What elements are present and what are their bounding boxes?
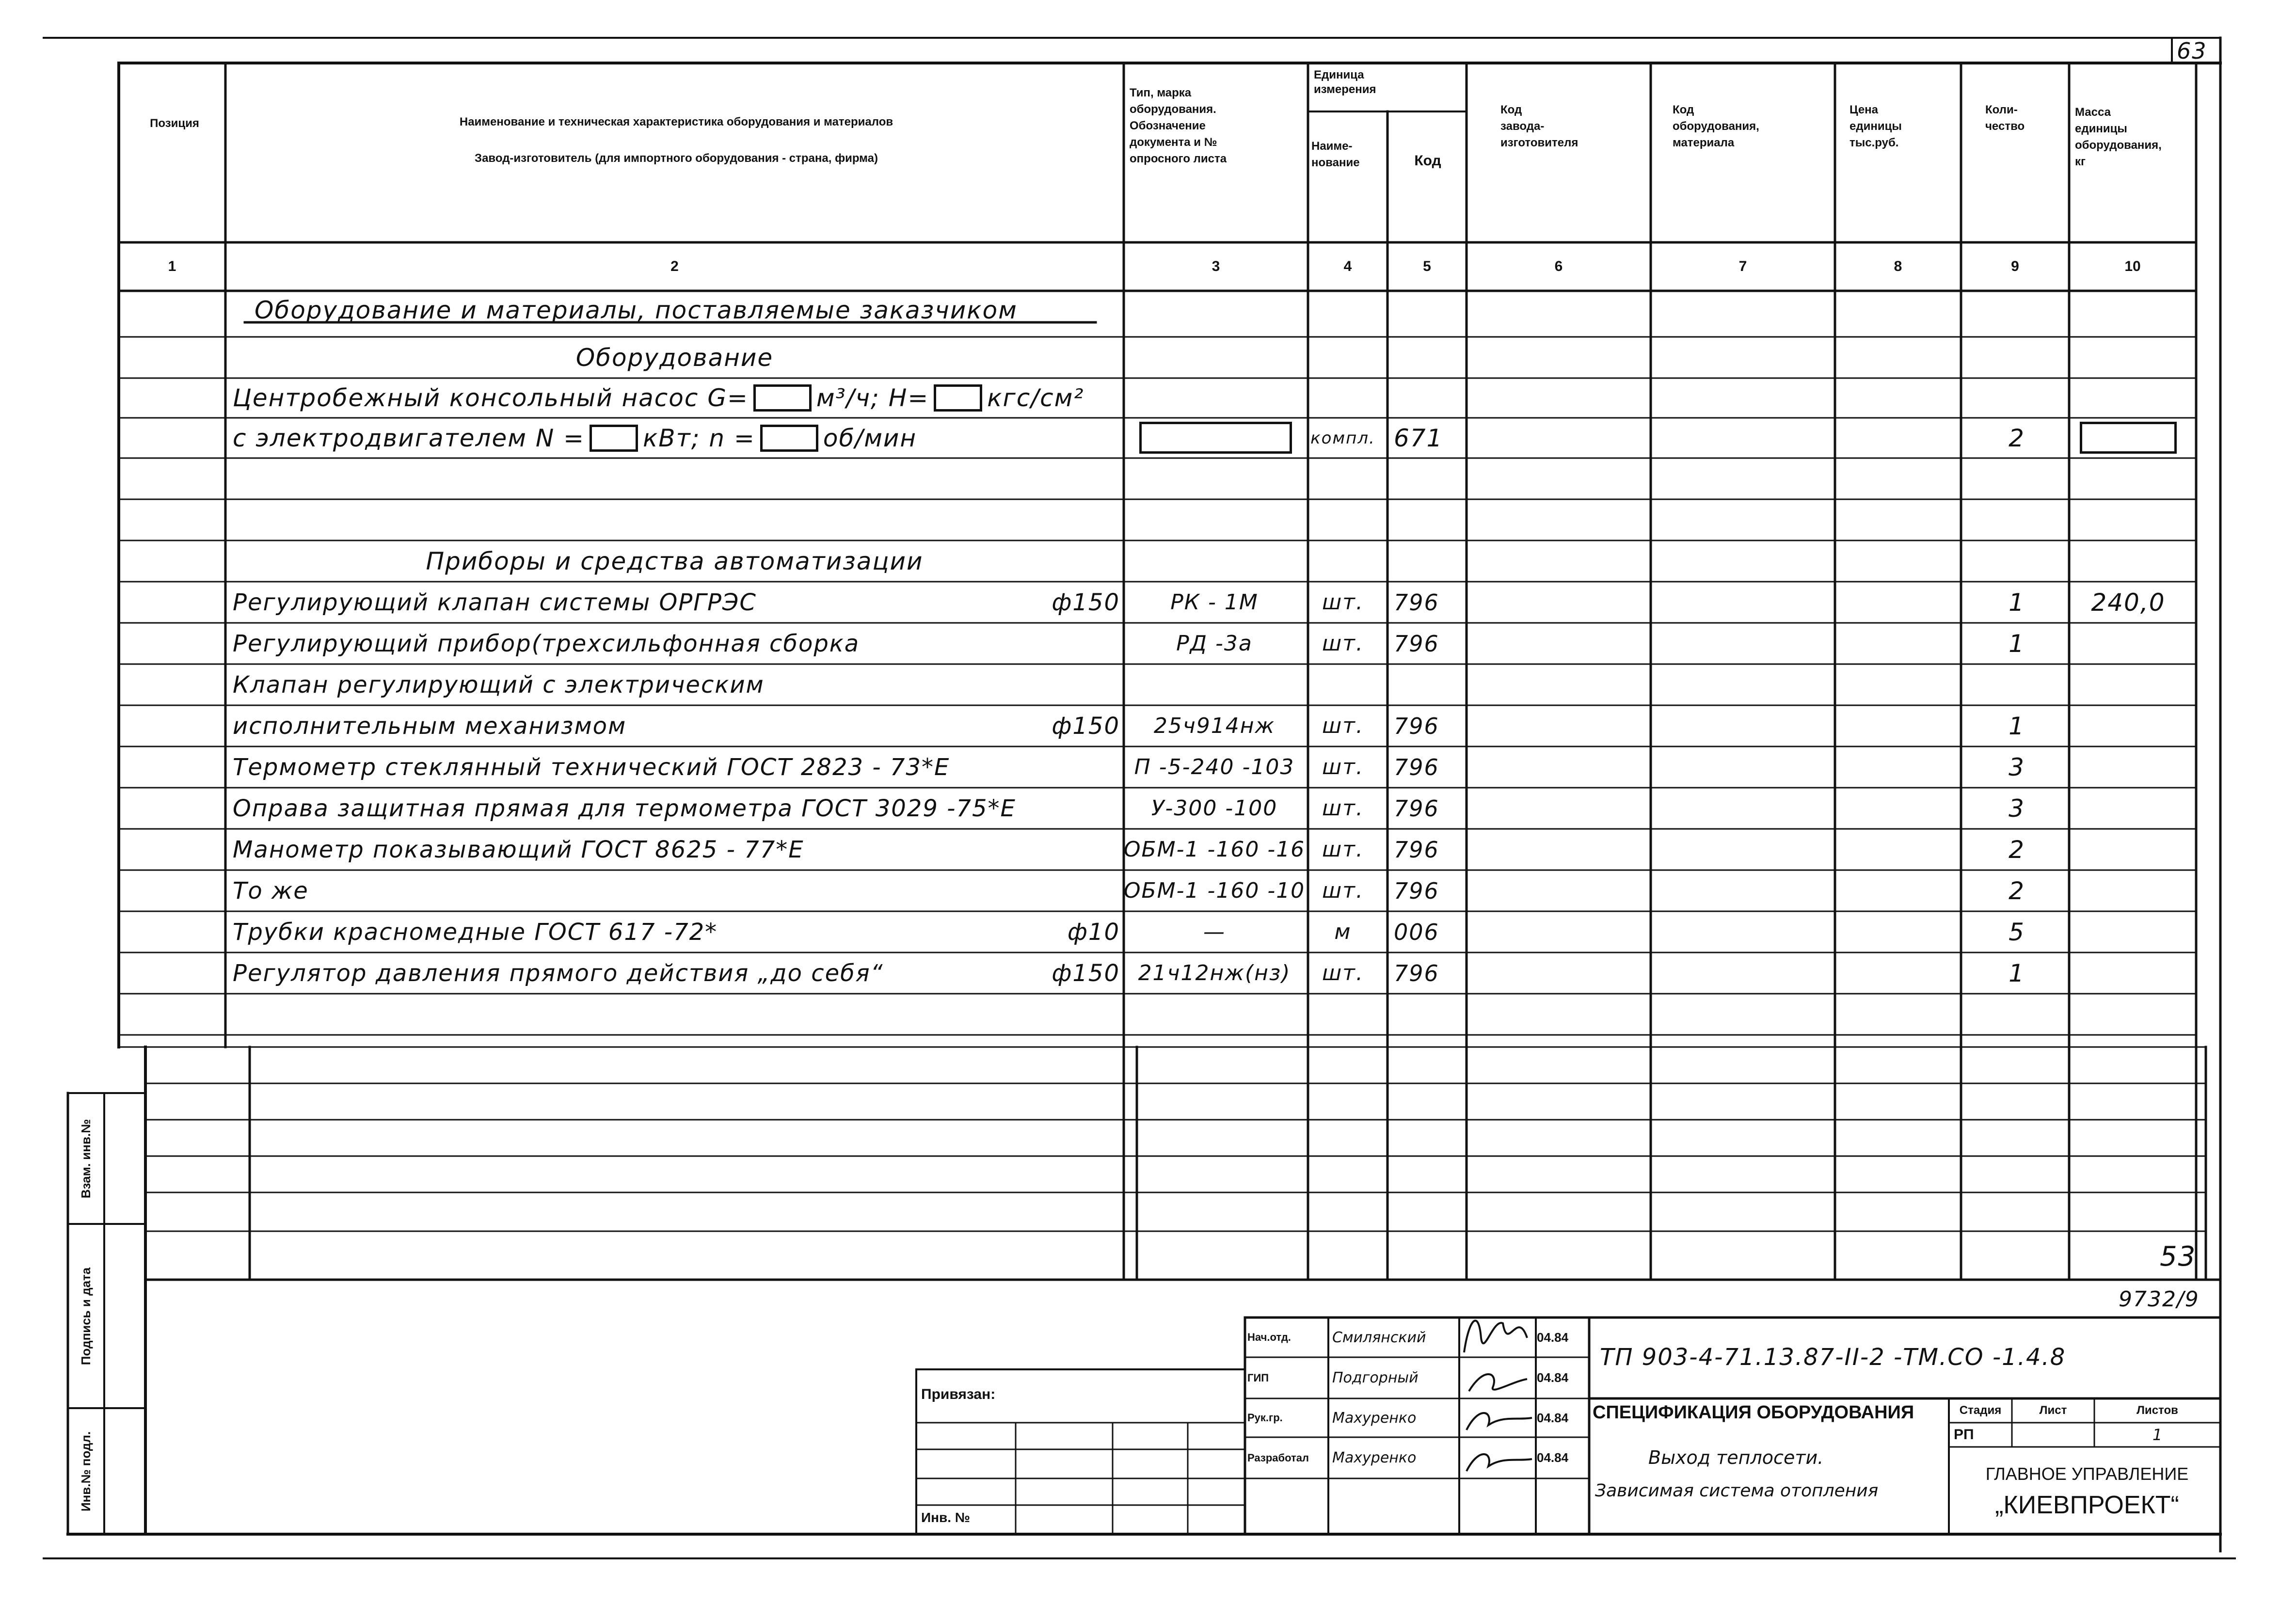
stage-label: Стадия <box>1959 1404 2002 1417</box>
archive-number: 9732/9 <box>2119 1287 2200 1312</box>
row-code: 796 <box>1394 713 1439 739</box>
sheet-label: Лист <box>2039 1404 2067 1417</box>
date-developer: 04.84 <box>1537 1450 1569 1465</box>
row-name: Регулятор давления прямого действия „до себя“ <box>233 959 884 987</box>
row-name: исполнительным механизмом <box>233 712 627 740</box>
header-maker-code: Код завода- изготовителя <box>1500 103 1578 149</box>
row-mass <box>2080 788 2177 829</box>
row-unit: м <box>1334 920 1352 944</box>
bottom-page-number: 53 <box>2160 1241 2197 1272</box>
row-name: Трубки красномедные ГОСТ 617 -72* <box>233 918 718 946</box>
row-type: П -5-240 -103 <box>1134 755 1295 779</box>
row-qty: 2 <box>2009 876 2025 905</box>
date-chief-engineer: 04.84 <box>1537 1370 1569 1385</box>
header-name-line1: Наименование и техническая характеристика оборудования и материалов <box>459 115 893 128</box>
subsection-equipment: Оборудование <box>575 343 774 372</box>
header-price: Цена единицы тыс.руб. <box>1850 103 1902 149</box>
header-unit-code: Код <box>1414 153 1441 169</box>
row-code: 006 <box>1394 919 1439 945</box>
org-line-1: ГЛАВНОЕ УПРАВЛЕНИЕ <box>1985 1464 2189 1484</box>
role-chief-engineer: ГИП <box>1247 1371 1269 1384</box>
row-diameter <box>1013 870 1120 911</box>
sheets-value: 1 <box>2152 1426 2163 1444</box>
row-qty: 3 <box>2009 794 2025 823</box>
role-developer: Разработал <box>1247 1451 1309 1464</box>
power-box <box>590 425 638 452</box>
row-qty: 1 <box>2009 629 2025 658</box>
row-code: 796 <box>1394 877 1439 904</box>
row-qty: 1 <box>2009 959 2025 987</box>
row-name: Манометр показывающий ГОСТ 8625 - 77*Е <box>233 836 804 863</box>
row-name: Оправа защитная прямая для термометра ГОСТ 3029 -75*Е <box>233 794 1016 822</box>
sheet-value <box>2012 1423 2094 1447</box>
sheets-label: Листов <box>2137 1404 2178 1417</box>
row-unit <box>1309 664 1377 705</box>
header-type: Тип, марка оборудования. Обозначение документа и № опросного листа <box>1130 86 1227 165</box>
row-mass <box>2080 870 2177 911</box>
name-group-leader: Махуренко <box>1332 1409 1417 1427</box>
title-line-3: Зависимая система отопления <box>1595 1481 1879 1501</box>
head-box <box>934 384 982 412</box>
header-position: Позиция <box>150 117 199 130</box>
row-qty: 1 <box>2009 588 2025 617</box>
title-line-1: СПЕЦИФИКАЦИЯ ОБОРУДОВАНИЯ <box>1593 1402 1914 1423</box>
row-type: 25ч914нж <box>1153 714 1276 738</box>
row-name: Регулирующий клапан системы ОРГРЭС <box>233 588 757 616</box>
col-number-7: 7 <box>1738 258 1747 274</box>
pump-type-box <box>1139 422 1292 454</box>
col-number-8: 8 <box>1894 258 1902 274</box>
org-line-2: „КИЕВПРОЕКТ“ <box>1995 1491 2179 1519</box>
pump-mass-box <box>2080 422 2177 454</box>
pump-line-2: с электродвигателем N = кВт; n = об/мин <box>233 424 917 452</box>
row-diameter <box>1013 623 1120 664</box>
subsection-automation: Приборы и средства автоматизации <box>426 547 924 575</box>
privyazan-label: Привязан: <box>921 1386 996 1402</box>
row-unit: шт. <box>1322 837 1364 862</box>
row-code: 796 <box>1394 589 1439 616</box>
role-group-leader: Рук.гр. <box>1247 1412 1283 1424</box>
row-code: 796 <box>1394 960 1439 986</box>
row-type: 21ч12нж(нз) <box>1138 961 1291 985</box>
row-diameter <box>1013 746 1120 788</box>
title-line-2: Выход теплосети. <box>1648 1447 1824 1468</box>
col-number-10: 10 <box>2124 258 2141 274</box>
row-name: Термометр стеклянный технический ГОСТ 2823 - 73*Е <box>233 753 950 781</box>
side-label-replace: Взам. инв.№ <box>79 1119 94 1198</box>
row-type: — <box>1203 920 1226 944</box>
col-number-9: 9 <box>2011 258 2019 274</box>
row-mass <box>2080 952 2177 994</box>
row-mass <box>2080 664 2177 705</box>
col-number-4: 4 <box>1343 258 1352 274</box>
row-unit: шт. <box>1322 961 1364 985</box>
header-equipment-code: Код оборудования, материала <box>1673 103 1759 149</box>
row-diameter: ф10 <box>1067 918 1120 946</box>
row-mass <box>2080 623 2177 664</box>
row-unit: шт. <box>1322 631 1364 656</box>
row-qty: 1 <box>2009 712 2025 740</box>
pump-code: 671 <box>1394 424 1443 452</box>
date-group-leader: 04.84 <box>1537 1410 1569 1425</box>
col-number-6: 6 <box>1554 258 1563 274</box>
row-mass <box>2080 746 2177 788</box>
flow-rate-box <box>753 384 812 412</box>
name-developer: Махуренко <box>1332 1449 1417 1466</box>
row-diameter: ф150 <box>1052 588 1120 616</box>
row-code: 796 <box>1394 795 1439 822</box>
row-qty: 3 <box>2009 753 2025 781</box>
row-code <box>1394 664 1467 705</box>
row-name: То же <box>233 877 309 905</box>
side-label-signature: Подпись и дата <box>79 1267 94 1365</box>
row-code: 796 <box>1394 754 1439 780</box>
row-mass <box>2080 705 2177 746</box>
row-type: РД -3а <box>1176 631 1253 656</box>
col-number-2: 2 <box>670 258 679 274</box>
row-mass <box>2080 911 2177 952</box>
row-type: РК - 1М <box>1170 590 1259 615</box>
row-unit: шт. <box>1322 796 1364 821</box>
row-qty: 2 <box>2009 835 2025 864</box>
row-diameter <box>1013 664 1120 705</box>
row-type <box>1134 664 1294 705</box>
col-number-1: 1 <box>168 258 176 274</box>
row-code: 796 <box>1394 836 1439 863</box>
row-type: ОБМ-1 -160 -10 <box>1123 878 1306 903</box>
header-quantity: Коли- чество <box>1985 103 2025 133</box>
row-mass <box>2080 829 2177 870</box>
document-code: ТП 903-4-71.13.87-II-2 -ТМ.СО -1.4.8 <box>1600 1344 2066 1371</box>
row-qty <box>1968 664 2065 705</box>
row-mass: 240,0 <box>2091 588 2166 617</box>
stage-value: РП <box>1954 1427 1974 1443</box>
col-number-3: 3 <box>1212 258 1220 274</box>
name-head-dept: Смилянский <box>1332 1329 1426 1346</box>
row-diameter <box>1013 829 1120 870</box>
row-unit: шт. <box>1322 755 1364 779</box>
row-diameter: ф150 <box>1052 712 1120 740</box>
page-number: 63 <box>2177 38 2207 64</box>
name-chief-engineer: Подгорный <box>1332 1369 1419 1386</box>
row-unit: шт. <box>1322 714 1364 738</box>
speed-box <box>760 425 818 452</box>
side-label-inventory: Инв.№ подл. <box>79 1431 94 1511</box>
row-diameter: ф150 <box>1052 959 1120 987</box>
row-unit: шт. <box>1322 878 1364 903</box>
row-unit: шт. <box>1322 590 1364 615</box>
header-unit-name: Наиме- нование <box>1311 140 1360 169</box>
header-mass: Масса единицы оборудования, кг <box>2075 106 2162 168</box>
row-name: Регулирующий прибор(трехсильфонная сборка <box>233 630 860 657</box>
row-code: 796 <box>1394 630 1439 657</box>
role-head-dept: Нач.отд. <box>1247 1331 1291 1343</box>
col-number-5: 5 <box>1423 258 1431 274</box>
section-title: Оборудование и материалы, поставляемые заказчиком <box>255 296 1018 324</box>
pump-qty: 2 <box>2009 424 2025 452</box>
row-type: У-300 -100 <box>1151 796 1278 821</box>
row-type: ОБМ-1 -160 -16 <box>1123 837 1306 862</box>
inventory-label: Инв. № <box>921 1510 971 1525</box>
row-diameter <box>1013 788 1120 829</box>
pump-line-1: Центробежный консольный насос G= м³/ч; H= кгс/см² <box>233 384 1084 412</box>
header-unit-group: Единица измерения <box>1314 68 1376 96</box>
row-qty: 5 <box>2009 918 2025 946</box>
header-name-line2: Завод-изготовитель (для импортного оборудования - страна, фирма) <box>475 152 878 165</box>
pump-unit: компл. <box>1310 428 1375 448</box>
date-head-dept: 04.84 <box>1537 1330 1569 1345</box>
row-name: Клапан регулирующий с электрическим <box>233 671 765 698</box>
